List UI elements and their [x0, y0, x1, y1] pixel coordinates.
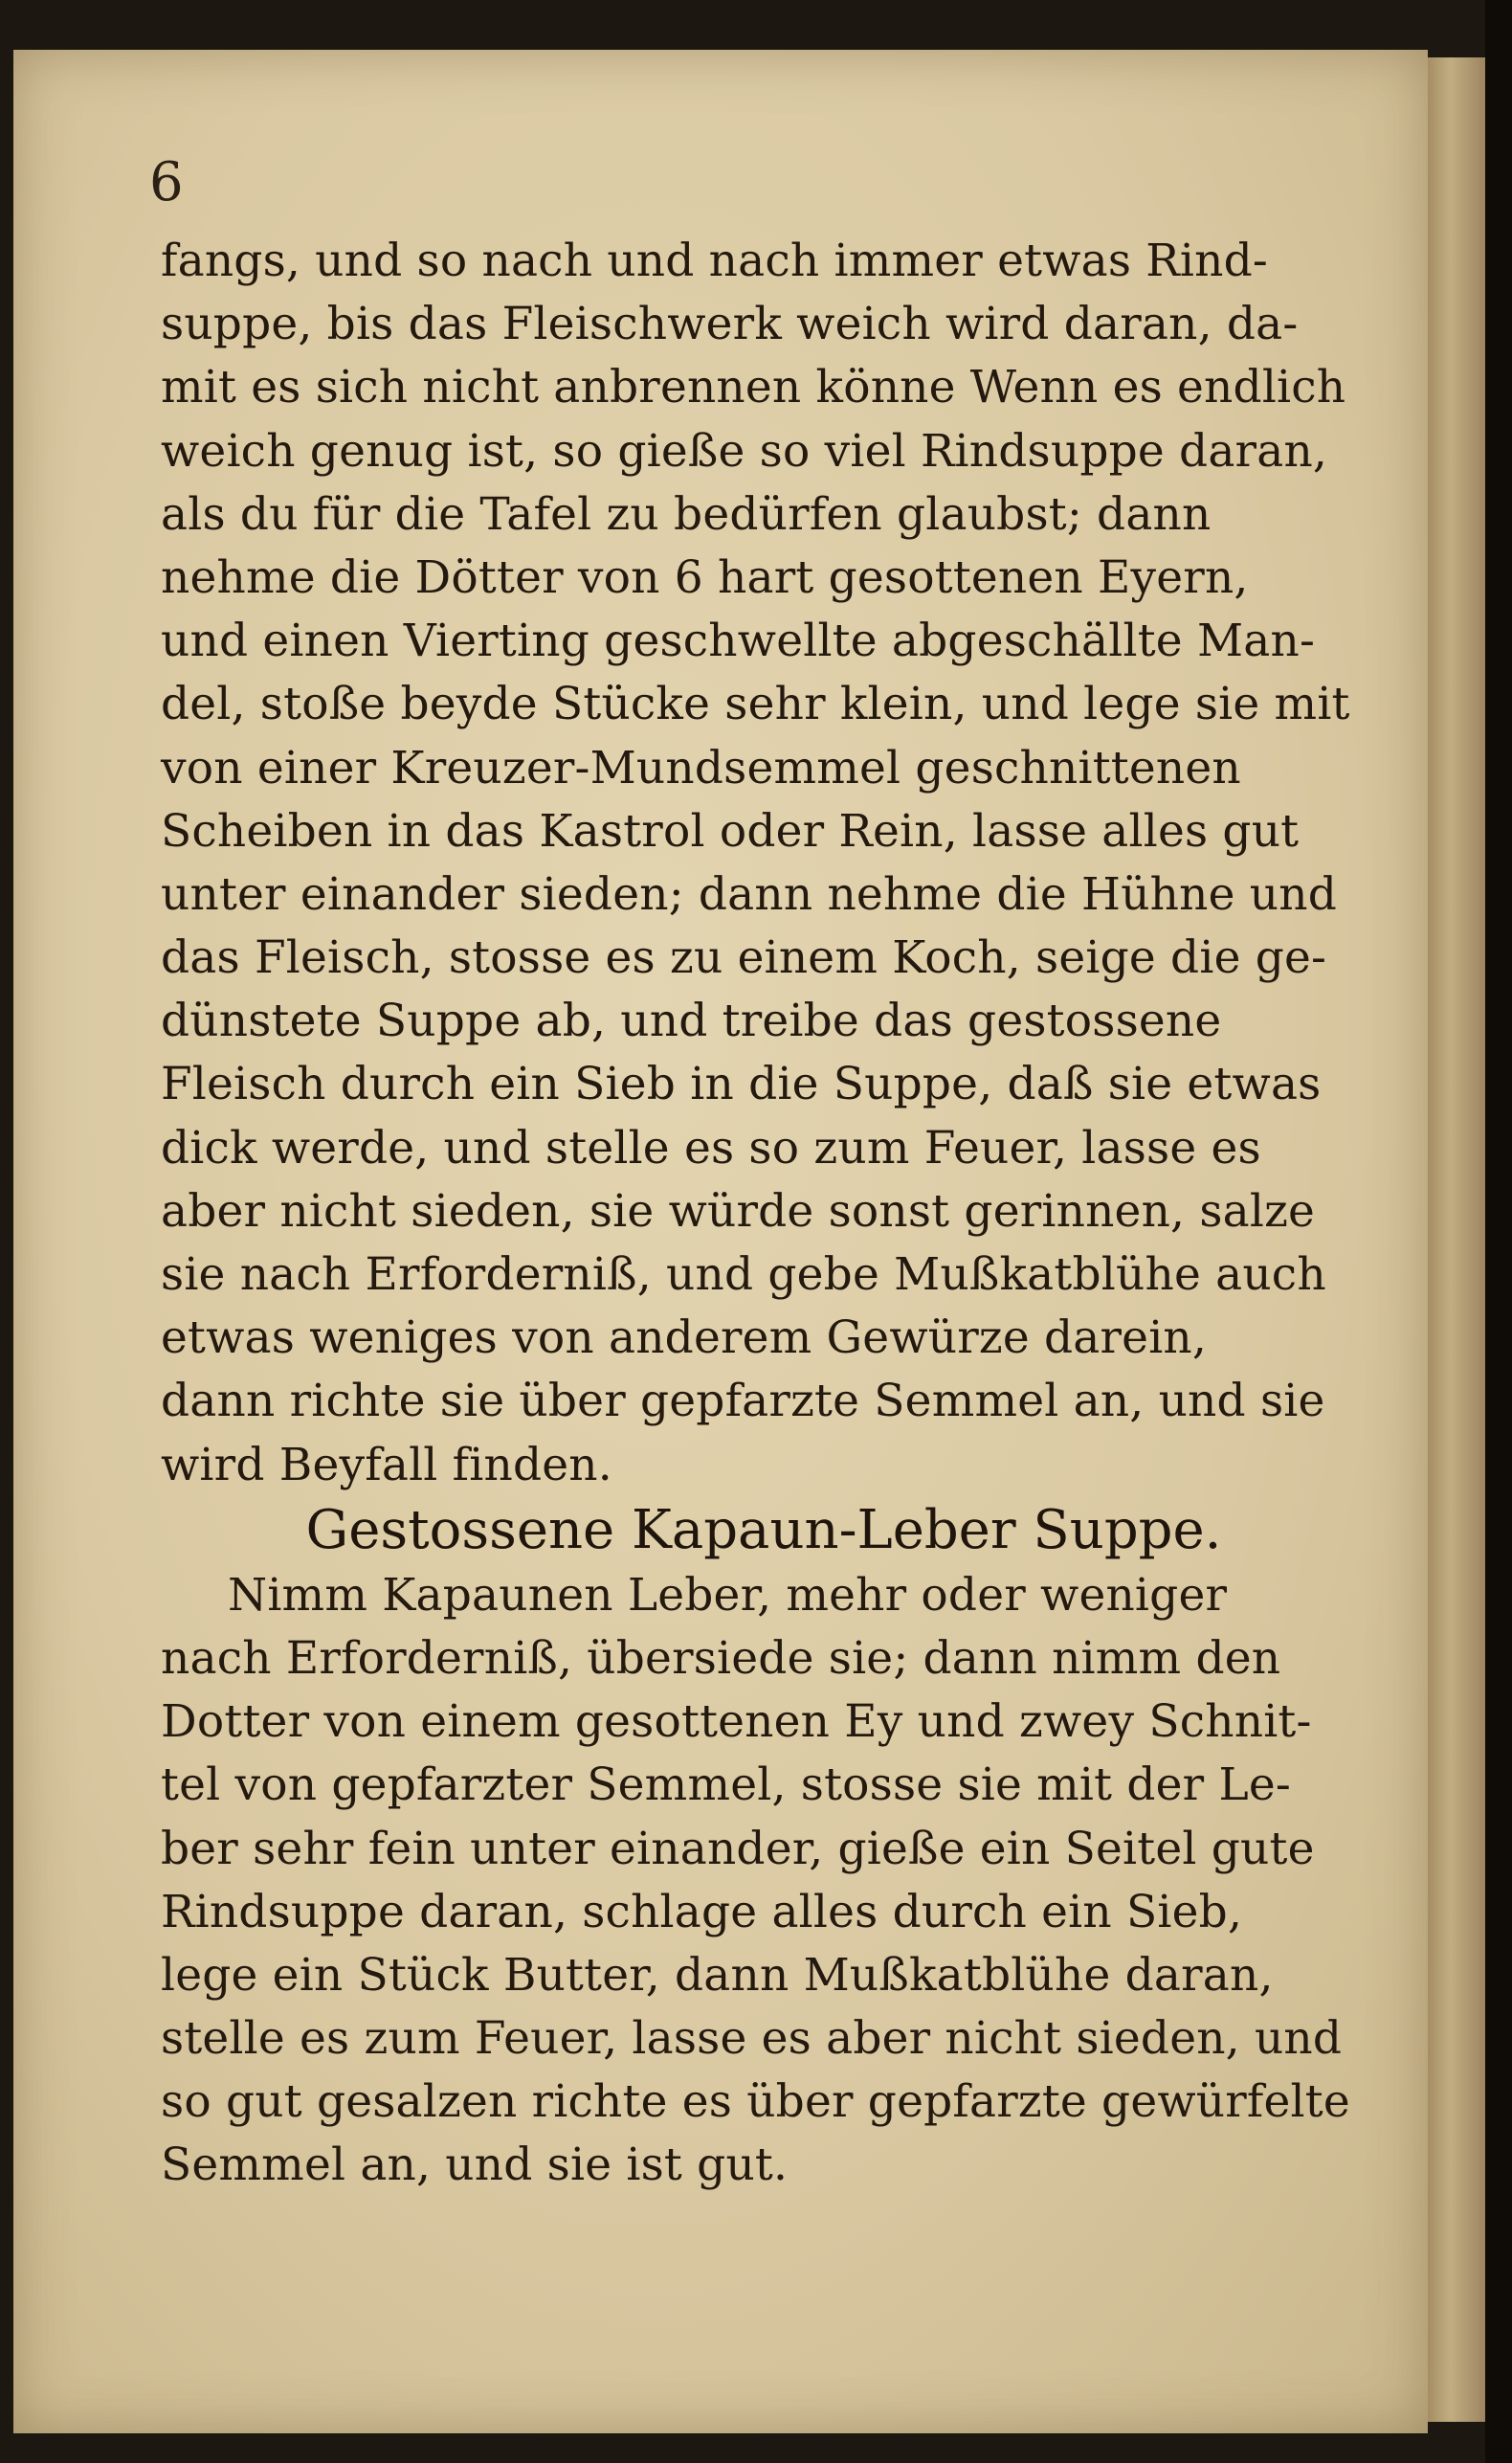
text-line: so gut gesalzen richte es über gepfarzte gewürfelte [161, 2075, 1350, 2129]
text-line: dick werde, und stelle es so zum Feuer, lasse es [161, 1121, 1261, 1175]
text-line: weich genug ist, so gieße so viel Rindsuppe daran, [161, 424, 1328, 478]
text-line: lege ein Stück Butter, dann Mußkatblühe daran, [161, 1948, 1274, 2002]
book-binding-edge [1485, 0, 1512, 2463]
recipe-heading: Gestossene Kapaun-Leber Suppe. [305, 1498, 1222, 1561]
text-line: das Fleisch, stosse es zu einem Koch, seige die ge- [161, 931, 1327, 985]
page-number: 6 [149, 151, 184, 213]
text-line: aber nicht sieden, sie würde sonst gerinnen, salze [161, 1184, 1316, 1238]
text-line: Scheiben in das Kastrol oder Rein, lasse alles gut [161, 804, 1300, 858]
text-line: Nimm Kapaunen Leber, mehr oder weniger [228, 1568, 1228, 1622]
text-line: und einen Vierting geschwellte abgeschällte Man- [161, 615, 1316, 668]
text-line: dann richte sie über gepfarzte Semmel an, und sie [161, 1375, 1325, 1428]
text-line: dünstete Suppe ab, und treibe das gestossene [161, 995, 1222, 1048]
text-line: Semmel an, und sie ist gut. [161, 2138, 789, 2192]
body-text [161, 230, 1350, 2198]
text-line: tel von gepfarzter Semmel, stosse sie mit der Le- [161, 1758, 1291, 1812]
text-line: nehme die Dötter von 6 hart gesottenen Eyern, [161, 550, 1249, 604]
text-line: Dotter von einem gesottenen Ey und zwey Schnit- [161, 1695, 1312, 1749]
text-line: Rindsuppe daran, schlage alles durch ein Sieb, [161, 1885, 1243, 1938]
text-line: als du für die Tafel zu bedürfen glaubst; dann [161, 487, 1212, 541]
text-line: etwas weniges von anderem Gewürze darein, [161, 1311, 1208, 1365]
text-line: stelle es zum Feuer, lasse es aber nicht sieden, und [161, 2012, 1343, 2066]
text-line: suppe, bis das Fleischwerk weich wird daran, da- [161, 298, 1299, 351]
text-line: unter einander sieden; dann nehme die Hühne und [161, 867, 1337, 921]
text-line: mit es sich nicht anbrennen könne Wenn es endlich [161, 361, 1346, 414]
text-line: nach Erforderniß, übersiede sie; dann nimm den [161, 1631, 1281, 1685]
text-line: del, stoße beyde Stücke sehr klein, und lege sie mit [161, 678, 1350, 731]
text-line: ber sehr fein unter einander, gieße ein Seitel gute [161, 1822, 1315, 1875]
adjacent-page-edge [1428, 57, 1485, 2422]
text-line: fangs, und so nach und nach immer etwas Rind- [161, 235, 1268, 287]
text-line: von einer Kreuzer-Mundsemmel geschnittenen [161, 741, 1241, 795]
text-line: sie nach Erforderniß, und gebe Mußkatblühe auch [161, 1248, 1326, 1301]
text-line: wird Beyfall finden. [161, 1438, 612, 1491]
text-line: Fleisch durch ein Sieb in die Suppe, daß sie etwas [161, 1058, 1322, 1111]
